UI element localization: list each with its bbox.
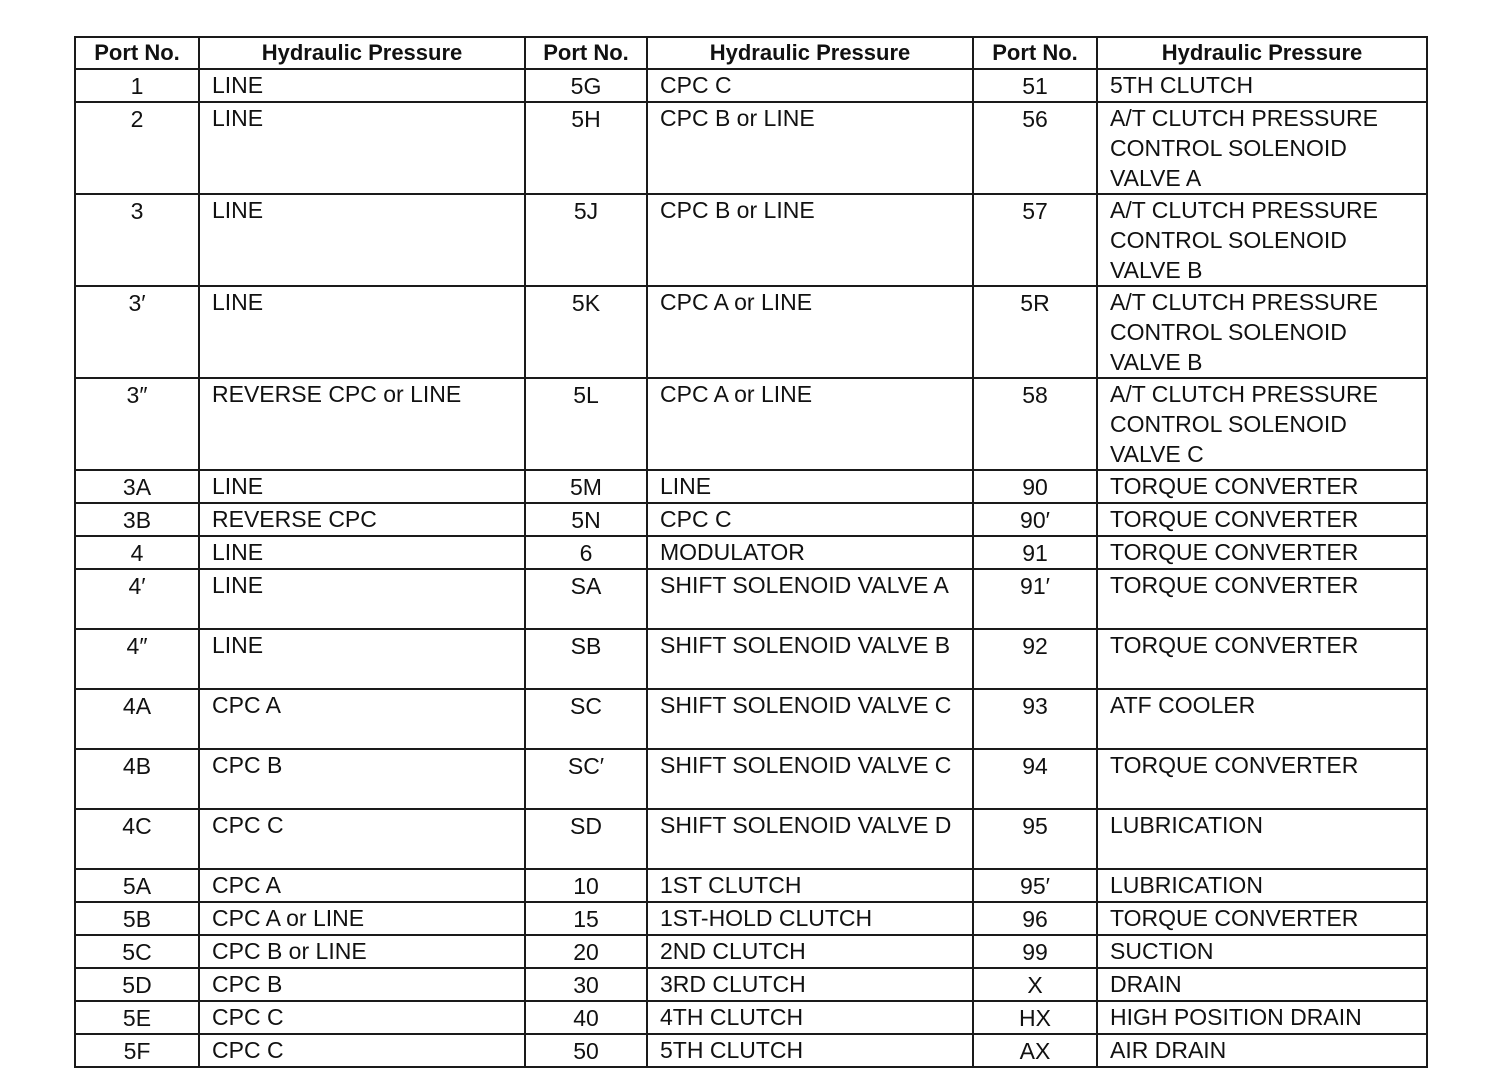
hydraulic-pressure-cell: TORQUE CONVERTER xyxy=(1097,629,1427,689)
port-number-cell: 4C xyxy=(75,809,199,869)
port-number-cell: 5J xyxy=(525,194,647,286)
table-row xyxy=(75,629,1427,689)
table-row xyxy=(75,902,1427,935)
hydraulic-pressure-cell: SHIFT SOLENOID VALVE C xyxy=(647,749,973,809)
port-number-cell: 20 xyxy=(525,935,647,968)
port-number-cell: SA xyxy=(525,569,647,629)
header-row xyxy=(75,37,1427,69)
hydraulic-pressure-cell: SHIFT SOLENOID VALVE A xyxy=(647,569,973,629)
hydraulic-pressure-cell: CPC B xyxy=(199,968,525,1001)
table-row xyxy=(75,935,1427,968)
header-port-no: Port No. xyxy=(525,37,647,69)
port-number-cell: 5B xyxy=(75,902,199,935)
table-row xyxy=(75,470,1427,503)
table-row xyxy=(75,689,1427,749)
hydraulic-pressure-cell: 5TH CLUTCH xyxy=(647,1034,973,1067)
hydraulic-pressure-cell: SHIFT SOLENOID VALVE D xyxy=(647,809,973,869)
port-number-cell: 92 xyxy=(973,629,1097,689)
port-number-cell: 99 xyxy=(973,935,1097,968)
hydraulic-pressure-cell: TORQUE CONVERTER xyxy=(1097,749,1427,809)
hydraulic-pressure-cell: 4TH CLUTCH xyxy=(647,1001,973,1034)
hydraulic-pressure-cell: SHIFT SOLENOID VALVE B xyxy=(647,629,973,689)
hydraulic-pressure-cell: CPC A or LINE xyxy=(647,286,973,378)
port-number-cell: 94 xyxy=(973,749,1097,809)
port-number-cell: 1 xyxy=(75,69,199,102)
port-number-cell: 96 xyxy=(973,902,1097,935)
table-row xyxy=(75,1034,1427,1067)
hydraulic-pressure-cell: TORQUE CONVERTER xyxy=(1097,902,1427,935)
hydraulic-pressure-cell: CPC C xyxy=(199,1034,525,1067)
port-number-cell: 3A xyxy=(75,470,199,503)
port-number-cell: AX xyxy=(973,1034,1097,1067)
port-number-cell: 5D xyxy=(75,968,199,1001)
port-number-cell: 4B xyxy=(75,749,199,809)
port-number-cell: SC xyxy=(525,689,647,749)
table-row xyxy=(75,869,1427,902)
hydraulic-pressure-cell: REVERSE CPC xyxy=(199,503,525,536)
table-row xyxy=(75,968,1427,1001)
hydraulic-pressure-cell: AIR DRAIN xyxy=(1097,1034,1427,1067)
header-hydraulic-pressure: Hydraulic Pressure xyxy=(199,37,525,69)
port-number-cell: 56 xyxy=(973,102,1097,194)
port-number-cell: 3′ xyxy=(75,286,199,378)
port-number-cell: 4A xyxy=(75,689,199,749)
port-number-cell: 5E xyxy=(75,1001,199,1034)
header-hydraulic-pressure: Hydraulic Pressure xyxy=(647,37,973,69)
port-number-cell: 51 xyxy=(973,69,1097,102)
hydraulic-pressure-cell: CPC B or LINE xyxy=(647,194,973,286)
hydraulic-pressure-cell: SHIFT SOLENOID VALVE C xyxy=(647,689,973,749)
hydraulic-pressure-cell: A/T CLUTCH PRESSURE CONTROL SOLENOID VALVE B xyxy=(1097,194,1427,286)
port-number-cell: 5K xyxy=(525,286,647,378)
port-number-cell: 30 xyxy=(525,968,647,1001)
table-row xyxy=(75,536,1427,569)
port-number-cell: 93 xyxy=(973,689,1097,749)
port-number-cell: X xyxy=(973,968,1097,1001)
port-number-cell: 91′ xyxy=(973,569,1097,629)
hydraulic-pressure-cell: CPC A xyxy=(199,869,525,902)
header-port-no: Port No. xyxy=(75,37,199,69)
hydraulic-pressure-cell: 1ST CLUTCH xyxy=(647,869,973,902)
port-number-cell: 15 xyxy=(525,902,647,935)
hydraulic-pressure-cell: CPC A or LINE xyxy=(199,902,525,935)
hydraulic-pressure-cell: 2ND CLUTCH xyxy=(647,935,973,968)
port-number-cell: 57 xyxy=(973,194,1097,286)
hydraulic-pressure-cell: A/T CLUTCH PRESSURE CONTROL SOLENOID VALVE B xyxy=(1097,286,1427,378)
hydraulic-pressure-cell: A/T CLUTCH PRESSURE CONTROL SOLENOID VALVE A xyxy=(1097,102,1427,194)
table-row xyxy=(75,194,1427,286)
hydraulic-pressure-cell: LINE xyxy=(199,536,525,569)
hydraulic-pressure-cell: CPC A or LINE xyxy=(647,378,973,470)
port-number-cell: 3B xyxy=(75,503,199,536)
table-row xyxy=(75,503,1427,536)
hydraulic-pressure-cell: LINE xyxy=(199,629,525,689)
hydraulic-pressure-cell: MODULATOR xyxy=(647,536,973,569)
hydraulic-pressure-cell: TORQUE CONVERTER xyxy=(1097,503,1427,536)
hydraulic-pressure-cell: 5TH CLUTCH xyxy=(1097,69,1427,102)
port-pressure-sheet xyxy=(74,36,1426,1064)
port-number-cell: 91 xyxy=(973,536,1097,569)
hydraulic-pressure-cell: ATF COOLER xyxy=(1097,689,1427,749)
hydraulic-pressure-cell: CPC C xyxy=(647,69,973,102)
table-row xyxy=(75,749,1427,809)
hydraulic-pressure-cell: 1ST-HOLD CLUTCH xyxy=(647,902,973,935)
port-number-cell: 95′ xyxy=(973,869,1097,902)
port-number-cell: 90 xyxy=(973,470,1097,503)
table-row xyxy=(75,809,1427,869)
port-number-cell: 5N xyxy=(525,503,647,536)
port-number-cell: 5F xyxy=(75,1034,199,1067)
port-number-cell: 40 xyxy=(525,1001,647,1034)
port-number-cell: 3 xyxy=(75,194,199,286)
port-number-cell: SB xyxy=(525,629,647,689)
port-number-cell: 4′ xyxy=(75,569,199,629)
hydraulic-pressure-cell: DRAIN xyxy=(1097,968,1427,1001)
hydraulic-pressure-cell: TORQUE CONVERTER xyxy=(1097,536,1427,569)
port-number-cell: 5R xyxy=(973,286,1097,378)
hydraulic-pressure-cell: CPC B or LINE xyxy=(199,935,525,968)
port-number-cell: 4″ xyxy=(75,629,199,689)
hydraulic-pressure-cell: LINE xyxy=(199,69,525,102)
port-number-cell: 5G xyxy=(525,69,647,102)
port-number-cell: SD xyxy=(525,809,647,869)
hydraulic-pressure-cell: TORQUE CONVERTER xyxy=(1097,470,1427,503)
table-row xyxy=(75,378,1427,470)
table-row xyxy=(75,1001,1427,1034)
port-number-cell: 58 xyxy=(973,378,1097,470)
header-hydraulic-pressure: Hydraulic Pressure xyxy=(1097,37,1427,69)
hydraulic-pressure-cell: CPC A xyxy=(199,689,525,749)
table-body xyxy=(75,69,1427,1067)
port-number-cell: 5M xyxy=(525,470,647,503)
hydraulic-pressure-cell: LINE xyxy=(199,470,525,503)
port-number-cell: 10 xyxy=(525,869,647,902)
hydraulic-pressure-cell: CPC C xyxy=(647,503,973,536)
port-number-cell: 50 xyxy=(525,1034,647,1067)
port-number-cell: 3″ xyxy=(75,378,199,470)
port-number-cell: 5C xyxy=(75,935,199,968)
table-row xyxy=(75,69,1427,102)
hydraulic-pressure-cell: LINE xyxy=(199,194,525,286)
hydraulic-pressure-cell: CPC B xyxy=(199,749,525,809)
port-number-cell: 90′ xyxy=(973,503,1097,536)
port-pressure-table xyxy=(74,36,1428,1068)
hydraulic-pressure-cell: A/T CLUTCH PRESSURE CONTROL SOLENOID VALVE C xyxy=(1097,378,1427,470)
port-number-cell: 5L xyxy=(525,378,647,470)
port-number-cell: SC′ xyxy=(525,749,647,809)
hydraulic-pressure-cell: CPC C xyxy=(199,809,525,869)
port-number-cell: 5A xyxy=(75,869,199,902)
hydraulic-pressure-cell: LINE xyxy=(199,102,525,194)
table-row xyxy=(75,286,1427,378)
hydraulic-pressure-cell: 3RD CLUTCH xyxy=(647,968,973,1001)
hydraulic-pressure-cell: LINE xyxy=(199,286,525,378)
port-number-cell: 6 xyxy=(525,536,647,569)
port-number-cell: 95 xyxy=(973,809,1097,869)
hydraulic-pressure-cell: SUCTION xyxy=(1097,935,1427,968)
port-number-cell: 2 xyxy=(75,102,199,194)
table-row xyxy=(75,102,1427,194)
hydraulic-pressure-cell: LUBRICATION xyxy=(1097,869,1427,902)
header-port-no: Port No. xyxy=(973,37,1097,69)
hydraulic-pressure-cell: CPC C xyxy=(199,1001,525,1034)
port-number-cell: 4 xyxy=(75,536,199,569)
hydraulic-pressure-cell: TORQUE CONVERTER xyxy=(1097,569,1427,629)
port-number-cell: HX xyxy=(973,1001,1097,1034)
hydraulic-pressure-cell: CPC B or LINE xyxy=(647,102,973,194)
hydraulic-pressure-cell: REVERSE CPC or LINE xyxy=(199,378,525,470)
table-row xyxy=(75,569,1427,629)
port-number-cell: 5H xyxy=(525,102,647,194)
hydraulic-pressure-cell: LINE xyxy=(199,569,525,629)
hydraulic-pressure-cell: LINE xyxy=(647,470,973,503)
hydraulic-pressure-cell: LUBRICATION xyxy=(1097,809,1427,869)
hydraulic-pressure-cell: HIGH POSITION DRAIN xyxy=(1097,1001,1427,1034)
